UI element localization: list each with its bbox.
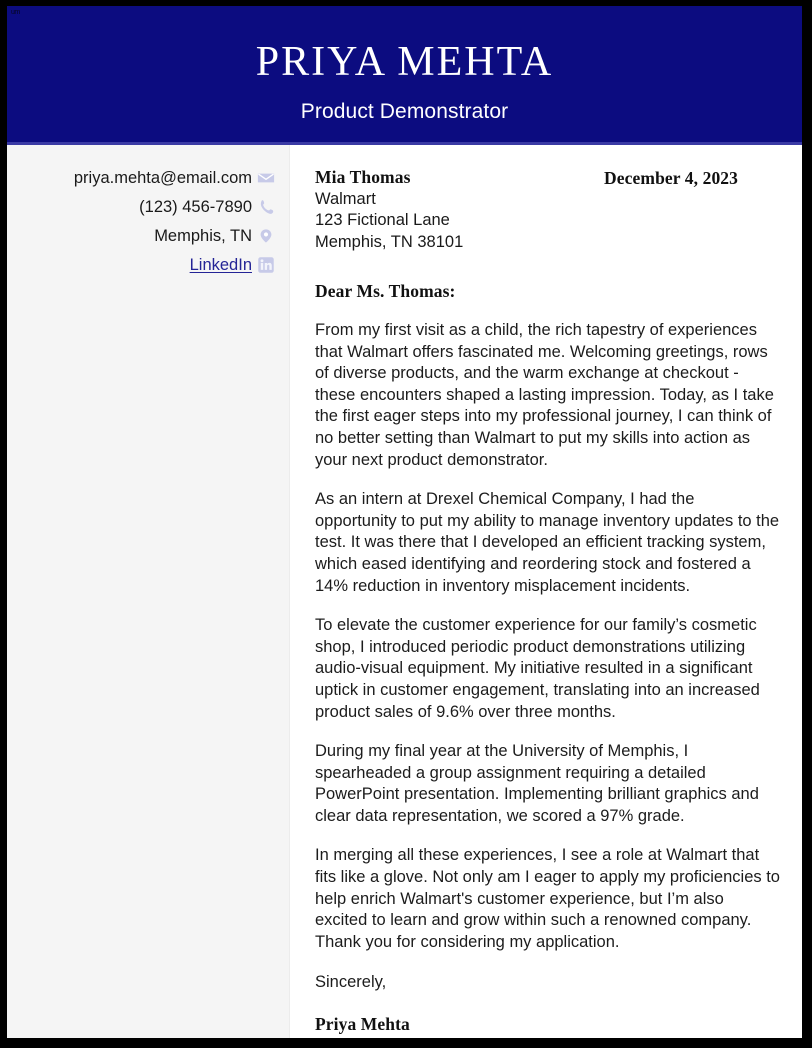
contact-linkedin-label[interactable]: LinkedIn bbox=[189, 256, 252, 274]
letter-paragraph-5: In merging all these experiences, I see a role at Walmart that fits like a glove. Not only am I eager to apply my proficiencies to help enrich Walmart's customer experience, but I’m also excited to learn and grow within such a renowned company. Thank you for considering my application. bbox=[315, 846, 780, 951]
contact-location-label: Memphis, TN bbox=[154, 227, 252, 245]
letter-header-row bbox=[315, 167, 780, 253]
cover-letter-document bbox=[7, 6, 802, 1038]
contact-phone bbox=[7, 196, 275, 218]
recipient-city-state-zip: Memphis, TN 38101 bbox=[315, 232, 464, 251]
letter-date: December 4, 2023 bbox=[604, 168, 738, 188]
recipient-company: Walmart bbox=[315, 189, 376, 208]
contact-sidebar bbox=[7, 145, 290, 1038]
letter-closing: Sincerely, bbox=[315, 973, 387, 992]
letter-paragraph-2: As an intern at Drexel Chemical Company, I had the opportunity to put my ability to manage inventory updates to the test. It was there that I developed an efficient tracking system, which eased identifying and reordering stock and fostered a 14% reduction in inventory misplacement incidents. bbox=[315, 490, 780, 595]
linkedin-icon[interactable] bbox=[257, 256, 275, 274]
letter-paragraph-4: During my final year at the University of Memphis, I spearheaded a group assignment requiring a detailed PowerPoint presentation. Implementing brilliant graphics and clear data representation, we scored a 97% grade. bbox=[315, 742, 759, 825]
applicant-job-title: Product Demonstrator bbox=[300, 100, 509, 124]
contact-location bbox=[7, 225, 275, 247]
letter-paragraph-1: From my first visit as a child, the rich tapestry of experiences that Walmart offers fascinated me. Welcoming greetings, rows of diverse products, and the warm exchange at checkout - these encounters shaped a lasting impression. Today, as I take the first eager steps into my professional journey, I can think of no better setting than Walmart to put my skills into action as your next product demonstrator. bbox=[315, 321, 774, 469]
recipient-address-block bbox=[315, 167, 463, 253]
letter-signature: Priya Mehta bbox=[315, 1014, 410, 1035]
contact-email bbox=[7, 167, 275, 189]
header-artifact-text: um bbox=[11, 9, 20, 16]
document-body bbox=[7, 145, 802, 1038]
contact-email-label: priya.mehta@email.com bbox=[73, 169, 252, 187]
document-header bbox=[7, 6, 802, 145]
envelope-icon bbox=[257, 169, 275, 187]
contact-phone-label: (123) 456-7890 bbox=[139, 198, 252, 216]
letter-salutation: Dear Ms. Thomas: bbox=[315, 281, 456, 301]
contact-list bbox=[7, 167, 275, 276]
letter-paragraph-3: To elevate the customer experience for our family’s cosmetic shop, I introduced periodic product demonstrations utilizing audio-visual equipment. My initiative resulted in a significant uptick in customer engagement, translating into an increased product sales of 9.6% over three months. bbox=[315, 616, 760, 721]
letter-content bbox=[290, 145, 802, 1038]
recipient-street: 123 Fictional Lane bbox=[315, 211, 450, 229]
location-pin-icon bbox=[257, 227, 275, 245]
phone-icon bbox=[257, 198, 275, 216]
applicant-name: PRIYA MEHTA bbox=[255, 39, 554, 85]
contact-linkedin[interactable] bbox=[7, 254, 275, 276]
recipient-name: Mia Thomas bbox=[315, 167, 411, 187]
